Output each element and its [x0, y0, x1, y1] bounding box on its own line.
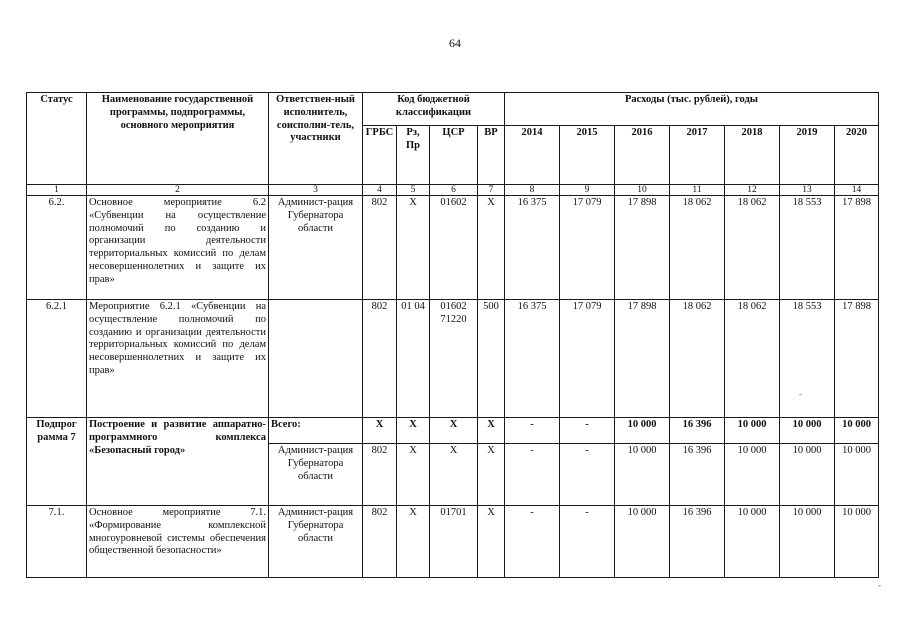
row-name: Мероприятие 6.2.1 «Субвенции на осуществление полномочий по созданию и организации деятельности территориальных комиссий по делам несовершеннолетних и защите их прав» [87, 300, 269, 418]
row-value: 17 079 [560, 300, 615, 418]
row-vr: Х [478, 418, 505, 444]
row-rz-pr: Х [397, 418, 430, 444]
table-row-subprogram-total [27, 418, 879, 444]
row-value: 10 000 [725, 444, 780, 506]
row-value: 10 000 [835, 444, 879, 506]
row-rz-pr: Х [397, 506, 430, 578]
row-value: 10 000 [615, 444, 670, 506]
row-value: 17 898 [835, 196, 879, 300]
row-csr: 01602 [430, 196, 478, 300]
header-row [27, 93, 879, 126]
column-number: 8 [505, 185, 560, 196]
row-status: 7.1. [27, 506, 87, 578]
row-value: 10 000 [835, 506, 879, 578]
row-value: - [505, 418, 560, 444]
header-executor: Ответствен-ный исполнитель, соисполни-тель, участники [269, 93, 363, 185]
column-number: 12 [725, 185, 780, 196]
header-year: 2017 [670, 126, 725, 185]
column-number: 1 [27, 185, 87, 196]
row-value: 17 898 [835, 300, 879, 418]
row-value: 17 898 [615, 196, 670, 300]
row-name: Основное мероприятие 7.1. «Формирование комплексной многоуровневой системы обеспечения общественной безопасности» [87, 506, 269, 578]
column-number: 9 [560, 185, 615, 196]
column-number: 3 [269, 185, 363, 196]
header-year: 2014 [505, 126, 560, 185]
row-value: - [505, 506, 560, 578]
row-value: - [560, 444, 615, 506]
row-name: Основное мероприятие 6.2 «Субвенции на осуществление полномочий по созданию и организации деятельности территориальных комиссий по делам несовершеннолетних и защите их прав» [87, 196, 269, 300]
row-rz-pr: Х [397, 444, 430, 506]
header-year: 2016 [615, 126, 670, 185]
row-executor: Админист-рация Губернатора области [269, 506, 363, 578]
row-vr: 500 [478, 300, 505, 418]
row-csr: Х [430, 444, 478, 506]
row-value: 18 553 [780, 300, 835, 418]
column-number: 10 [615, 185, 670, 196]
row-vr: Х [478, 444, 505, 506]
row-value: 16 396 [670, 506, 725, 578]
row-value: 16 396 [670, 444, 725, 506]
column-number: 7 [478, 185, 505, 196]
header-year: 2015 [560, 126, 615, 185]
row-value: - [560, 418, 615, 444]
header-grbs: ГРБС [363, 126, 397, 185]
row-vr: Х [478, 506, 505, 578]
row-value: 10 000 [615, 506, 670, 578]
row-value: 10 000 [615, 418, 670, 444]
row-value: 16 375 [505, 196, 560, 300]
header-year: 2020 [835, 126, 879, 185]
row-rz-pr: Х [397, 196, 430, 300]
row-executor [269, 300, 363, 418]
header-csr: ЦСР [430, 126, 478, 185]
row-grbs: 802 [363, 196, 397, 300]
header-status: Статус [27, 93, 87, 185]
table-row [27, 196, 879, 300]
row-executor: Всего: [269, 418, 363, 444]
row-value: - [505, 444, 560, 506]
row-value: 16 396 [670, 418, 725, 444]
column-number: 6 [430, 185, 478, 196]
row-grbs: 802 [363, 300, 397, 418]
header-year: 2019 [780, 126, 835, 185]
row-value: - [560, 506, 615, 578]
row-csr: 01701 [430, 506, 478, 578]
header-vr: ВР [478, 126, 505, 185]
table-row [27, 506, 879, 578]
row-value: 17 898 [615, 300, 670, 418]
row-status: 6.2.1 [27, 300, 87, 418]
row-executor: Админист-рация Губернатора области [269, 196, 363, 300]
row-value: 10 000 [725, 506, 780, 578]
column-number: 2 [87, 185, 269, 196]
row-grbs: 802 [363, 444, 397, 506]
row-grbs: Х [363, 418, 397, 444]
header-expenses: Расходы (тыс. рублей), годы [505, 93, 879, 126]
row-status: Подпрог рамма 7 [27, 418, 87, 506]
row-value: 10 000 [780, 444, 835, 506]
row-value: 17 079 [560, 196, 615, 300]
budget-table [26, 92, 879, 578]
column-number: 5 [397, 185, 430, 196]
margin-mark: - [799, 389, 802, 399]
row-value: 18 062 [670, 300, 725, 418]
row-value: 10 000 [725, 418, 780, 444]
row-value: 16 375 [505, 300, 560, 418]
row-status: 6.2. [27, 196, 87, 300]
header-budget-code: Код бюджетной классификации [363, 93, 505, 126]
row-value: 18 553 [780, 196, 835, 300]
row-value: 18 062 [725, 196, 780, 300]
column-number: 4 [363, 185, 397, 196]
row-name: Построение и развитие аппаратно-программного комплекса «Безопасный город» [87, 418, 269, 506]
table-row [27, 300, 879, 418]
column-number: 14 [835, 185, 879, 196]
row-value: 10 000 [835, 418, 879, 444]
row-grbs: 802 [363, 506, 397, 578]
header-name: Наименование государственной программы, подпрограммы, основного мероприятия [87, 93, 269, 185]
row-csr: 01602 71220 [430, 300, 478, 418]
row-value: 10 000 [780, 418, 835, 444]
header-year: 2018 [725, 126, 780, 185]
row-value: 18 062 [725, 300, 780, 418]
row-vr: Х [478, 196, 505, 300]
corner-mark: - [878, 580, 881, 590]
row-value: 18 062 [670, 196, 725, 300]
page-number: 64 [449, 36, 461, 50]
column-number: 11 [670, 185, 725, 196]
row-csr: Х [430, 418, 478, 444]
row-executor: Админист-рация Губернатора области [269, 444, 363, 506]
row-value: 10 000 [780, 506, 835, 578]
header-rz-pr: Рз, Пр [397, 126, 430, 185]
column-number: 13 [780, 185, 835, 196]
row-rz-pr: 01 04 [397, 300, 430, 418]
column-number-row [27, 185, 879, 196]
